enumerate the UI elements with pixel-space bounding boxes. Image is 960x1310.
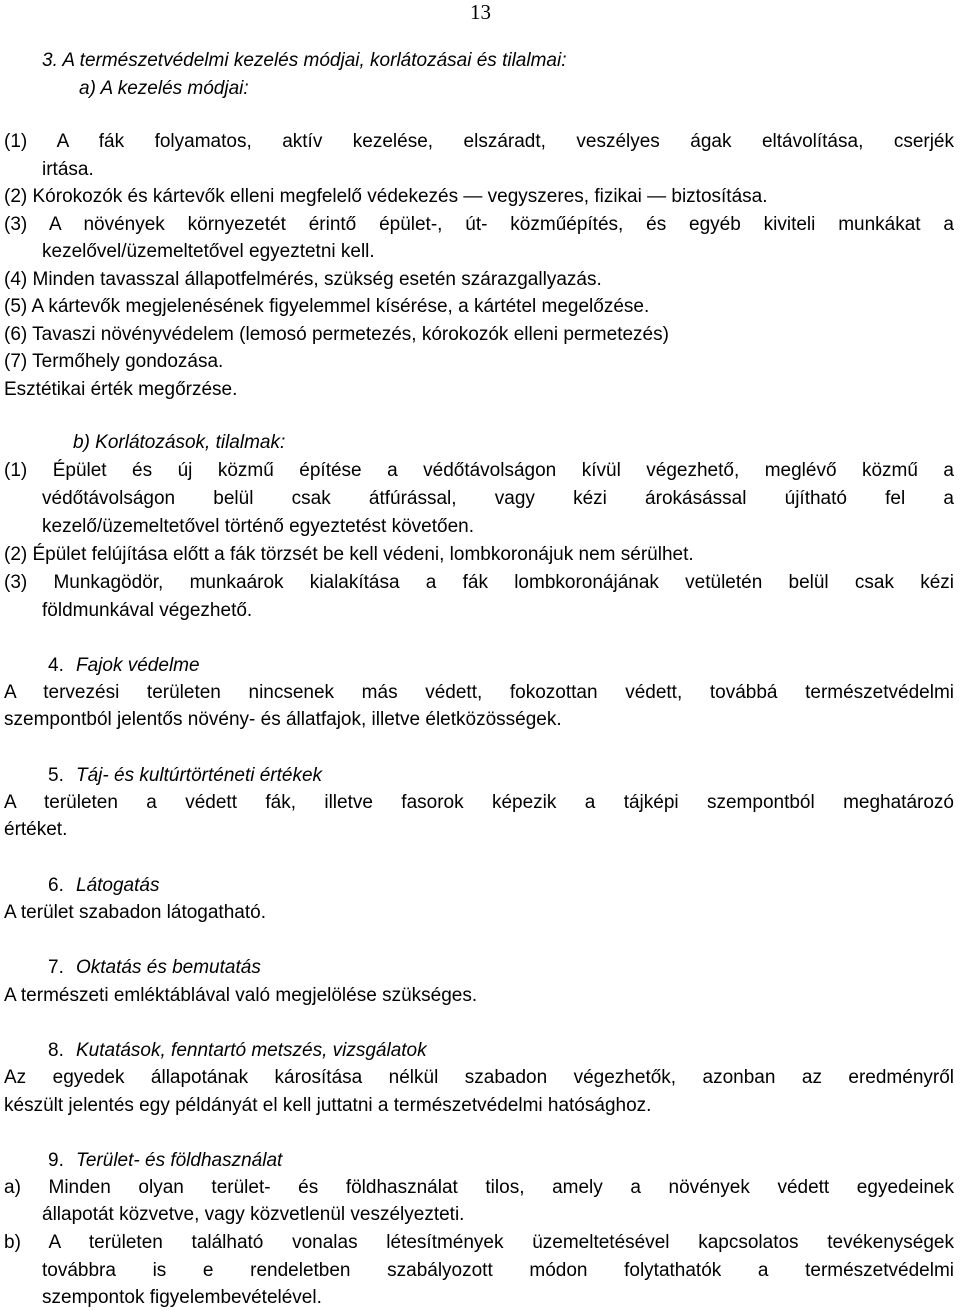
section-6-title: Látogatás [76, 875, 160, 896]
section-9-heading [48, 1149, 282, 1173]
a-item-4: (4) Minden tavasszal állapotfelmérés, szükség esetén szárazgallyazás. [4, 269, 602, 290]
section-7-line-1: A természeti emléktáblával való megjelölése szükséges. [4, 985, 478, 1006]
section-8-line-1: Az egyedek állapotának károsítása nélkül szabadon végezhetők, azonban az eredményről [4, 1067, 954, 1088]
a-item-3-line-1: (3) A növények környezetét érintő épület-, út- közműépítés, és egyéb kiviteli munkákat a [4, 214, 954, 235]
b-item-1-line-3: kezelő/üzemeltetővel történő egyeztetést követően. [42, 516, 474, 537]
section-9-line-5: szempontok figyelembevételével. [42, 1287, 322, 1308]
section-9-title: Terület- és földhasználat [76, 1150, 283, 1171]
a-item-8: Esztétikai érték megőrzése. [4, 379, 238, 400]
subheading-a: a) A kezelés módjai: [79, 78, 249, 99]
section-4-line-1: A tervezési területen nincsenek más védett, fokozottan védett, továbbá természetvédelmi [4, 682, 954, 703]
page-number: 13 [470, 0, 491, 24]
a-item-3-line-2: kezelővel/üzemeltetővel egyeztetni kell. [42, 241, 375, 262]
section-8-number: 8. [48, 1040, 64, 1061]
section-6-heading [48, 874, 159, 898]
section-4-number: 4. [48, 655, 64, 676]
section-9-line-1: a) Minden olyan terület- és földhasználat tilos, amely a növények védett egyedeinek [4, 1177, 954, 1198]
b-item-1-line-2: védőtávolságon belül csak átfúrással, vagy kézi árokásással újítható fel a [42, 488, 954, 509]
a-item-1-line-1: (1) A fák folyamatos, aktív kezelése, elszáradt, veszélyes ágak eltávolítása, cserjék [4, 131, 954, 152]
section-5-line-1: A területen a védett fák, illetve fasorok képezik a tájképi szempontból meghatározó [4, 792, 954, 813]
section-7-title: Oktatás és bemutatás [76, 957, 261, 978]
section-9-line-2: állapotát közvetve, vagy közvetlenül veszélyezteti. [42, 1204, 465, 1225]
a-item-7: (7) Termőhely gondozása. [4, 351, 224, 372]
section-5-number: 5. [48, 765, 64, 786]
section-9-line-3: b) A területen található vonalas létesítmények üzemeltetésével kapcsolatos tevékenységek [4, 1232, 954, 1253]
section-9-line-4: továbbra is e rendeletben szabályozott módon folytathatók a természetvédelmi [42, 1260, 954, 1281]
subheading-b: b) Korlátozások, tilalmak: [73, 432, 286, 453]
section-8-title: Kutatások, fenntartó metszés, vizsgálatok [76, 1040, 427, 1061]
section-8-heading [48, 1039, 427, 1063]
section-7-number: 7. [48, 957, 64, 978]
section-7-heading [48, 956, 261, 980]
section-6-number: 6. [48, 875, 64, 896]
section-8-line-2: készült jelentés egy példányát el kell juttatni a természetvédelmi hatósághoz. [4, 1095, 652, 1116]
a-item-1-line-2: irtása. [42, 159, 94, 180]
a-item-2: (2) Kórokozók és kártevők elleni megfelelő védekezés — vegyszeres, fizikai — biztosítása. [4, 186, 768, 207]
section-5-line-2: értéket. [4, 819, 68, 840]
section-5-title: Táj- és kultúrtörténeti értékek [76, 765, 323, 786]
b-item-3-line-2: földmunkával végezhető. [42, 600, 253, 621]
section-3-heading: 3. A természetvédelmi kezelés módjai, korlátozásai és tilalmai: [42, 50, 567, 71]
a-item-6: (6) Tavaszi növényvédelem (lemosó permetezés, kórokozók elleni permetezés) [4, 324, 669, 345]
section-6-line-1: A terület szabadon látogatható. [4, 902, 266, 923]
section-5-heading [48, 764, 322, 788]
section-4-heading [48, 654, 200, 678]
b-item-2: (2) Épület felújítása előtt a fák törzsét be kell védeni, lombkoronájuk nem sérülhet. [4, 544, 694, 565]
section-4-title: Fajok védelme [76, 655, 200, 676]
section-9-number: 9. [48, 1150, 64, 1171]
a-item-5: (5) A kártevők megjelenésének figyelemmel kísérése, a kártétel megelőzése. [4, 296, 650, 317]
b-item-3-line-1: (3) Munkagödör, munkaárok kialakítása a fák lombkoronájának vetületén belül csak kézi [4, 572, 954, 593]
b-item-1-line-1: (1) Épület és új közmű építése a védőtávolságon kívül végezhető, meglévő közmű a [4, 460, 954, 481]
section-4-line-2: szempontból jelentős növény- és állatfajok, illetve életközösségek. [4, 709, 562, 730]
